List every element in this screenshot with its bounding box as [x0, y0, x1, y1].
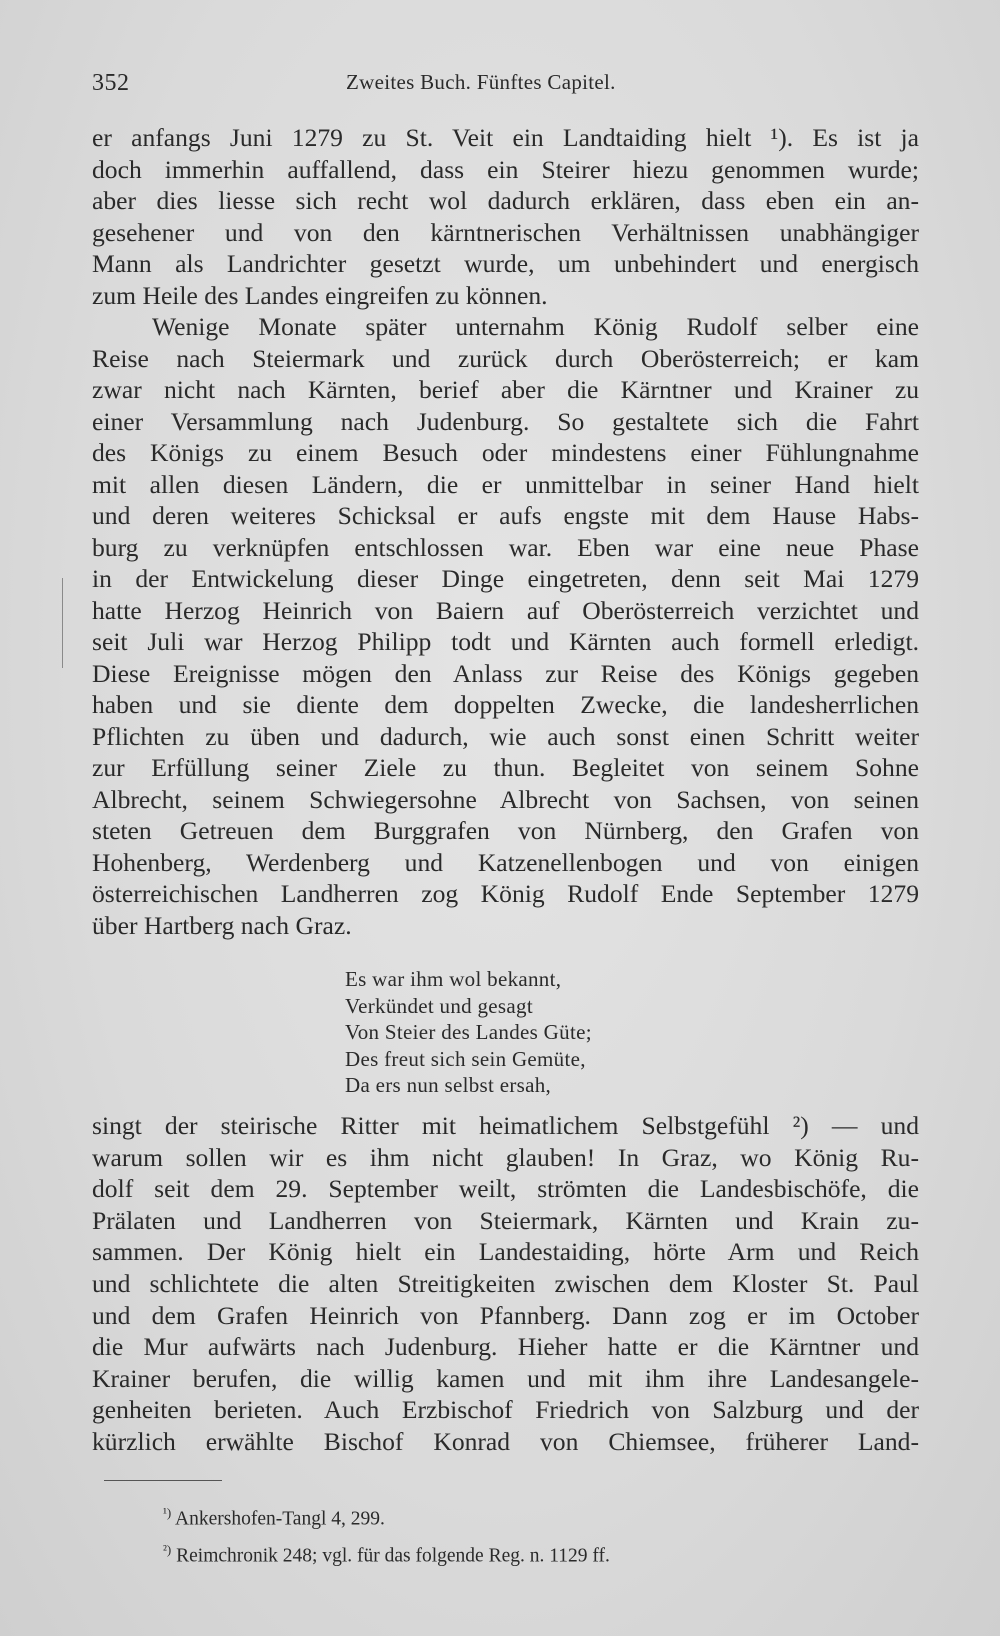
page-number: 352 — [92, 70, 130, 96]
footnote-separator — [104, 1480, 222, 1481]
verse-line: Da ers nun selbst ersah, — [345, 1073, 552, 1097]
text-line: zum Heile des Landes eingreifen zu können. — [92, 280, 548, 310]
text-line: seit Juli war Herzog Philipp todt und Kärnten auch formell erledigt. — [92, 627, 919, 656]
text-line: Prälaten und Landherren von Steiermark, Kärnten und Krain zu- — [92, 1205, 919, 1235]
text-line: Reise nach Steiermark und zurück durch Oberösterreich; er kam — [92, 343, 919, 373]
verse-line: Des freut sich sein Gemüte, — [345, 1046, 586, 1071]
text-line: Diese Ereignisse mögen den Anlass zur Reise des Königs gegeben — [92, 658, 919, 688]
footnote-text: Reimchronik 248; vgl. für das folgende Reg. n. 1129 ff. — [176, 1545, 610, 1566]
margin-pencil-mark — [62, 578, 63, 668]
verse-quotation — [345, 966, 705, 1099]
text-line: haben und sie diente dem doppelten Zwecke, die landesherrlichen — [92, 690, 919, 719]
footnote-2 — [163, 1535, 863, 1572]
text-line: genheiten berieten. Auch Erzbischof Friedrich von Salzburg und der — [92, 1395, 919, 1425]
text-line: einer Versammlung nach Judenburg. So gestaltete sich die Fahrt — [92, 406, 919, 436]
text-line: Albrecht, seinem Schwiegersohne Albrecht von Sachsen, von seinen — [92, 784, 919, 814]
text-line: österreichischen Landherren zog König Rudolf Ende September 1279 — [92, 879, 919, 908]
text-line: die Mur aufwärts nach Judenburg. Hieher hatte er die Kärntner und — [92, 1332, 919, 1362]
text-line: aber dies liesse sich recht wol dadurch erklären, dass eben ein an- — [92, 186, 919, 215]
footnotes — [163, 1498, 863, 1571]
text-line: des Königs zu einem Besuch oder mindestens einer Fühlungnahme — [92, 438, 919, 467]
running-head: Zweites Buch. Fünftes Capitel. — [346, 70, 616, 94]
footnote-text: Ankershofen-Tangl 4, 299. — [175, 1508, 385, 1530]
paragraph-3 — [92, 1110, 919, 1458]
text-line: doch immerhin auffallend, dass ein Steirer hiezu genommen wurde; — [92, 154, 919, 184]
text-line: mit allen diesen Ländern, die er unmittelbar in seiner Hand hielt — [92, 469, 919, 499]
text-line: Pflichten zu üben und dadurch, wie auch sonst einen Schritt weiter — [92, 721, 919, 751]
text-line: über Hartberg nach Graz. — [92, 910, 352, 940]
text-line: warum sollen wir es ihm nicht glauben! In Graz, wo König Ru- — [92, 1142, 919, 1172]
text-line: kürzlich erwählte Bischof Konrad von Chiemsee, früherer Land- — [92, 1426, 919, 1456]
text-line: Krainer berufen, die willig kamen und mit ihm ihre Landesangele- — [92, 1363, 919, 1393]
verse-line: Verkündet und gesagt — [345, 993, 533, 1018]
text-line: zwar nicht nach Kärnten, berief aber die Kärntner und Krainer zu — [92, 375, 919, 404]
text-line: und deren weiteres Schicksal er aufs engste mit dem Hause Habs- — [92, 501, 919, 530]
text-line: und schlichtete die alten Streitigkeiten zwischen dem Kloster St. Paul — [92, 1268, 919, 1298]
text-line: zur Erfüllung seiner Ziele zu thun. Begleitet von seinem Sohne — [92, 753, 919, 782]
page-header — [92, 70, 912, 110]
footnote-1 — [163, 1498, 863, 1535]
text-line: Hohenberg, Werdenberg und Katzenellenbogen und von einigen — [92, 847, 919, 877]
text-line: steten Getreuen dem Burggrafen von Nürnberg, den Grafen von — [92, 816, 919, 845]
main-text-upper — [92, 122, 919, 941]
verse-line: Von Steier des Landes Güte; — [345, 1020, 592, 1044]
footnote-mark: ¹) — [163, 1505, 172, 1520]
paragraph-2 — [92, 311, 919, 941]
paragraph-1 — [92, 122, 919, 311]
text-line: er anfangs Juni 1279 zu St. Veit ein Landtaiding hielt ¹). Es ist ja — [92, 123, 919, 152]
text-line: hatte Herzog Heinrich von Baiern auf Oberösterreich verzichtet und — [92, 595, 919, 625]
main-text-lower — [92, 1110, 919, 1458]
text-line: burg zu verknüpfen entschlossen war. Eben war eine neue Phase — [92, 532, 919, 562]
text-line: Mann als Landrichter gesetzt wurde, um unbehindert und energisch — [92, 249, 919, 278]
verse-line: Es war ihm wol bekannt, — [345, 967, 562, 991]
text-line: sammen. Der König hielt ein Landestaiding, hörte Arm und Reich — [92, 1237, 919, 1267]
text-line: gesehener und von den kärntnerischen Verhältnissen unabhängiger — [92, 217, 919, 247]
text-line: Wenige Monate später unternahm König Rudolf selber eine — [152, 312, 919, 341]
footnote-mark: ²) — [163, 1541, 172, 1557]
text-line: und dem Grafen Heinrich von Pfannberg. Dann zog er im October — [92, 1300, 919, 1330]
text-line: in der Entwickelung dieser Dinge eingetreten, denn seit Mai 1279 — [92, 564, 919, 593]
text-line: singt der steirische Ritter mit heimatlichem Selbstgefühl ²) — und — [92, 1111, 919, 1140]
text-line: dolf seit dem 29. September weilt, strömten die Landesbischöfe, die — [92, 1174, 919, 1204]
